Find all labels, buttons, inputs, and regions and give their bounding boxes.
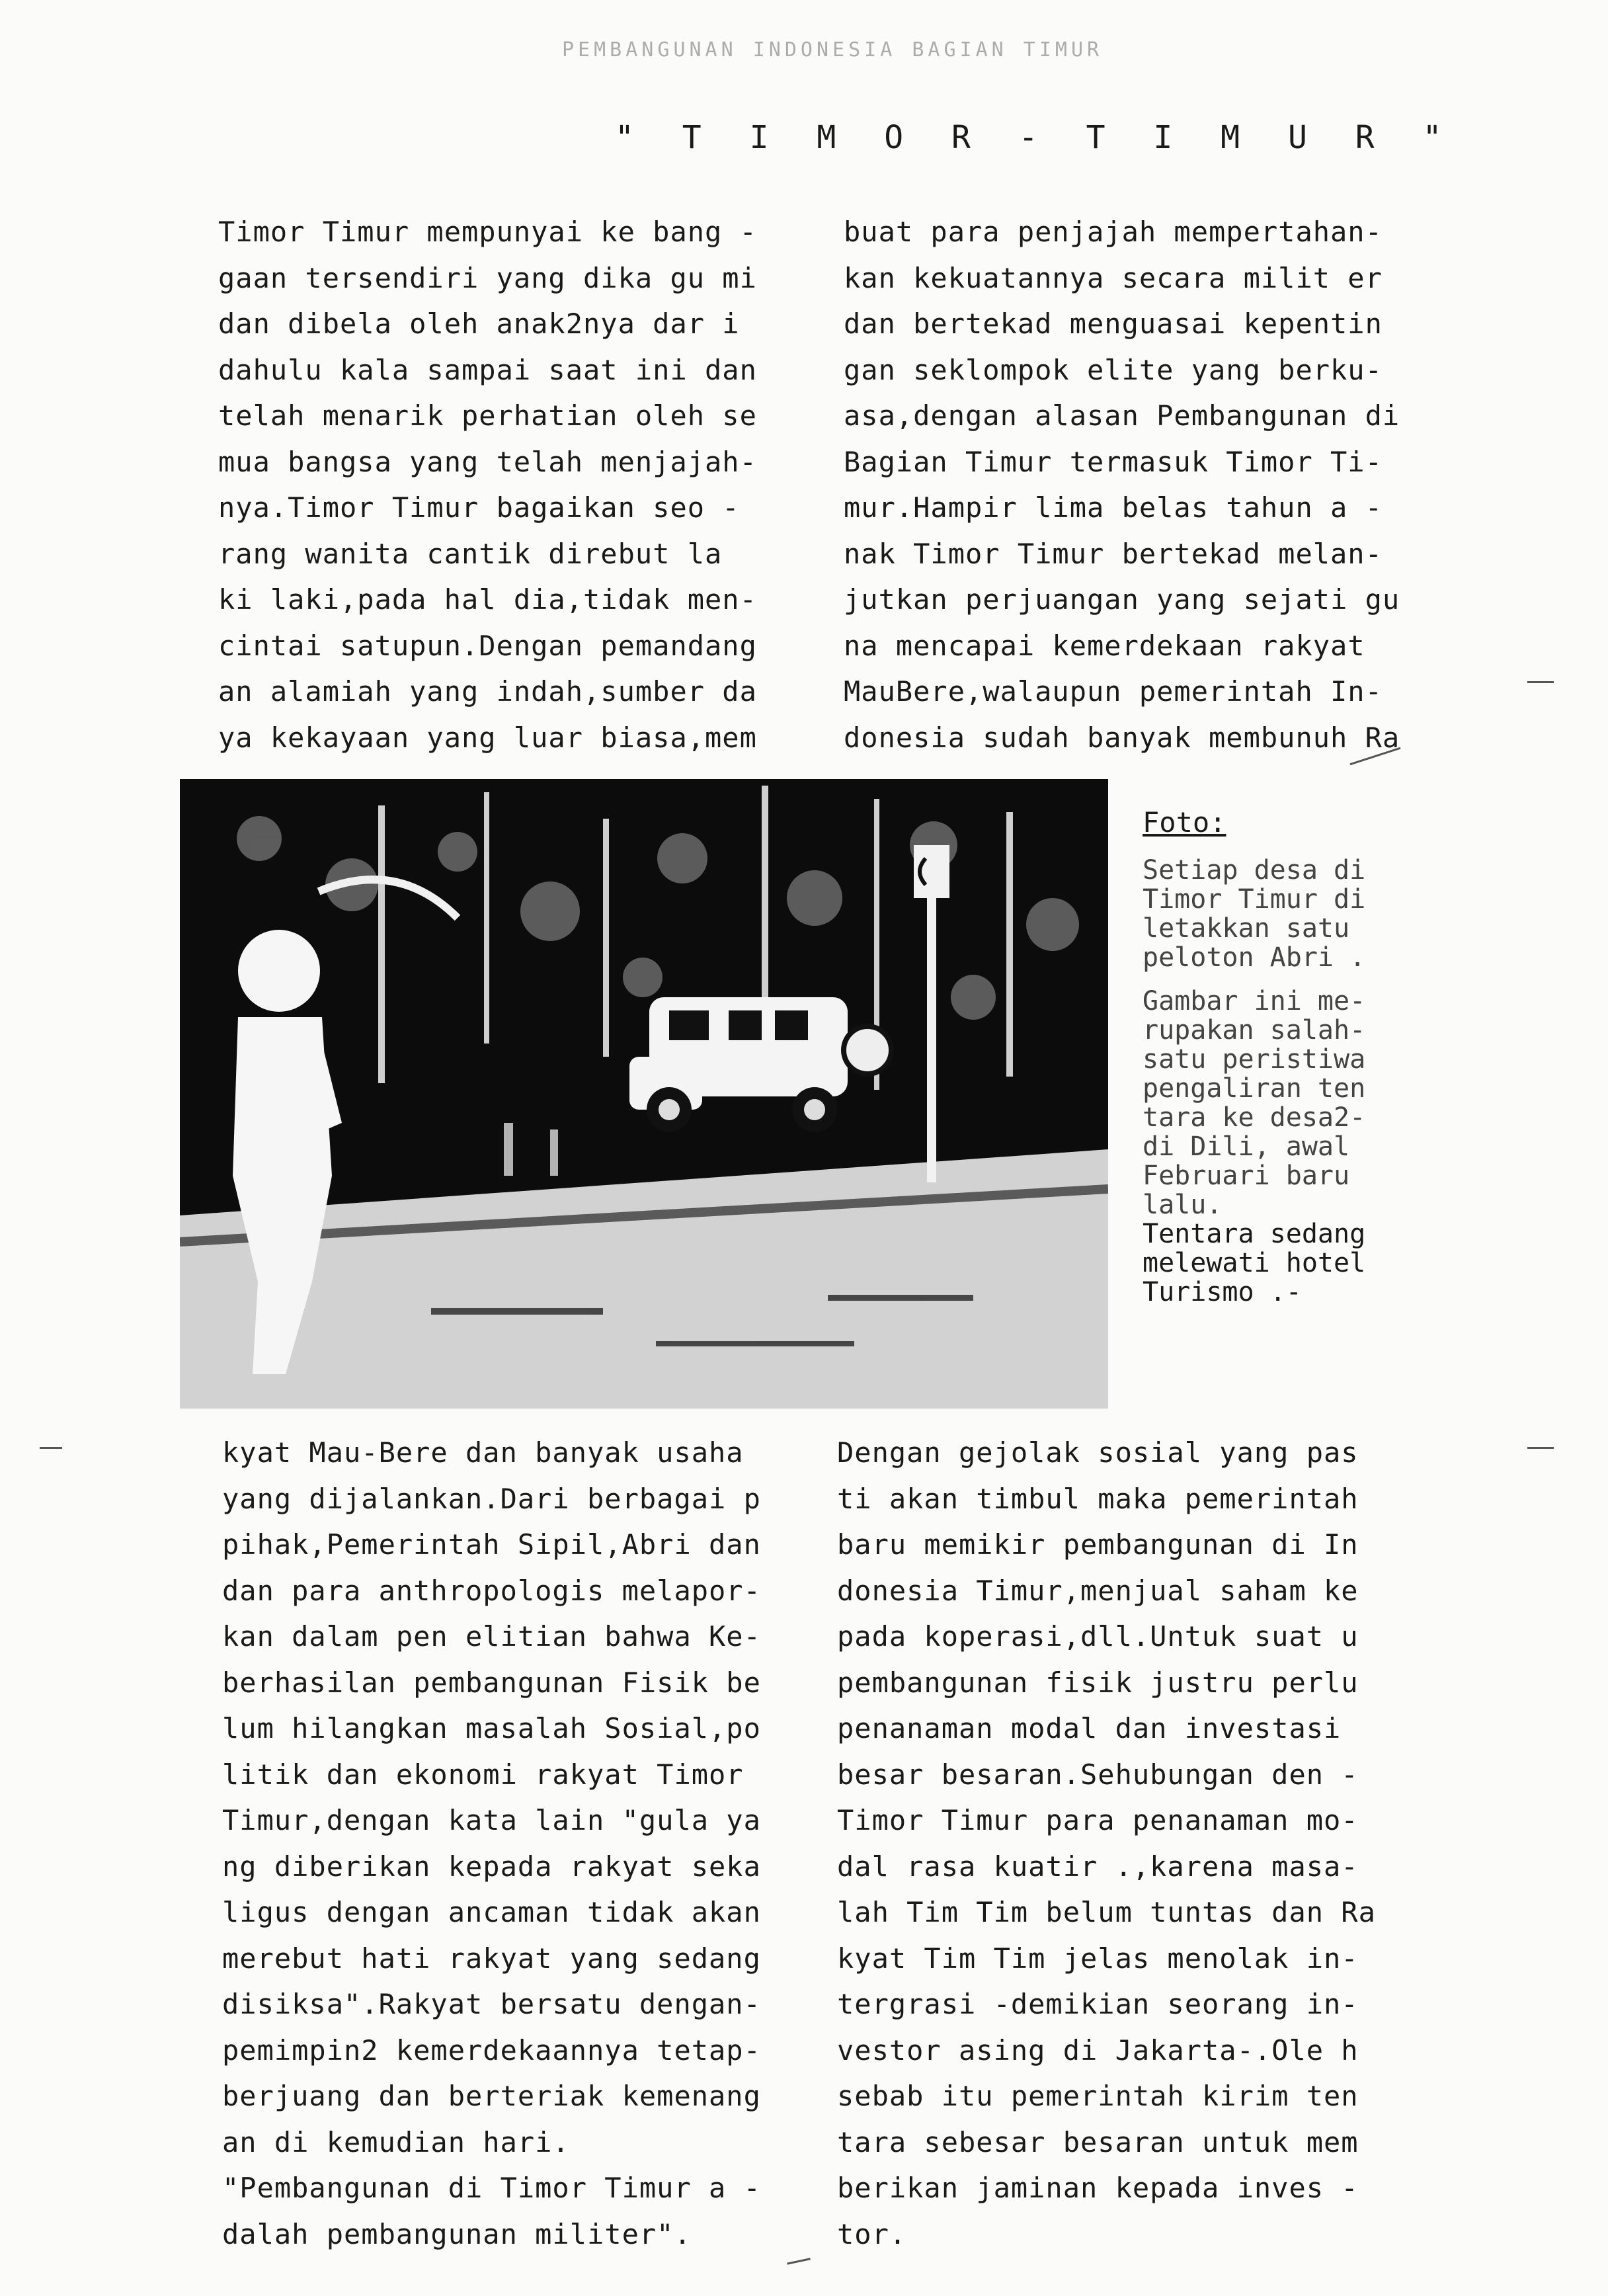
text-line: buat para penjajah mempertahan- (844, 216, 1383, 248)
text-line: donesia sudah banyak membunuh Ra (844, 721, 1400, 754)
text-line: berjuang dan berteriak kemenang (222, 2080, 761, 2112)
margin-tick (1527, 1447, 1554, 1449)
caption-line: tara ke desa2- (1143, 1102, 1366, 1133)
column-top-right (844, 209, 1439, 760)
caption-line: melewati hotel (1143, 1248, 1366, 1278)
text-line: lum hilangkan masalah Sosial,po (222, 1712, 761, 1744)
text-line: ligus dengan ancaman tidak akan (222, 1896, 761, 1928)
caption-line: letakkan satu (1143, 913, 1350, 944)
text-line: gaan tersendiri yang dika gu mi (218, 261, 757, 294)
text-line: ya kekayaan yang luar biasa,mem (218, 721, 757, 754)
text-line: tergrasi -demikian seorang in- (837, 1988, 1359, 2020)
caption-line: peloton Abri . (1143, 942, 1366, 973)
text-line: kan dalam pen elitian bahwa Ke- (222, 1620, 761, 1653)
margin-tick (1527, 681, 1554, 683)
text-line: sebab itu pemerintah kirim ten (837, 2080, 1359, 2112)
running-header: PEMBANGUNAN INDONESIA BAGIAN TIMUR (562, 38, 1104, 61)
text-line: pihak,Pemerintah Sipil,Abri dan (222, 1528, 761, 1561)
text-line: tor. (837, 2217, 907, 2250)
text-line: yang dijalankan.Dari berbagai p (222, 1482, 761, 1515)
caption-line: Setiap desa di (1143, 855, 1366, 885)
caption-line: Tentara sedang (1143, 1219, 1366, 1249)
text-line: Timor Timur mempunyai ke bang - (218, 216, 757, 248)
text-line: ng diberikan kepada rakyat seka (222, 1850, 761, 1883)
text-line: kyat Mau-Bere dan banyak usaha (222, 1436, 744, 1469)
text-line: an di kemudian hari. (222, 2125, 570, 2158)
text-line: Timor Timur para penanaman mo- (837, 1804, 1359, 1836)
text-line: asa,dengan alasan Pembangunan di (844, 399, 1400, 432)
caption-line: lalu. (1143, 1190, 1223, 1220)
caption-paragraph-3 (1143, 1219, 1433, 1307)
text-line: pada koperasi,dll.Untuk suat u (837, 1620, 1359, 1653)
caption-line: rupakan salah- (1143, 1015, 1366, 1046)
caption-line: di Dili, awal (1143, 1131, 1350, 1162)
margin-tick (40, 1447, 62, 1449)
text-line: dalah pembangunan militer". (222, 2217, 692, 2250)
text-line: dahulu kala sampai saat ini dan (218, 353, 757, 386)
caption-line: Timor Timur di (1143, 884, 1366, 915)
caption-heading: Foto: (1143, 806, 1226, 839)
caption-line: pengaliran ten (1143, 1073, 1366, 1104)
column-bottom-right (837, 1430, 1432, 2257)
caption-paragraph-1 (1143, 856, 1433, 972)
text-line: telah menarik perhatian oleh se (218, 399, 757, 432)
text-line: merebut hati rakyat yang sedang (222, 1942, 761, 1975)
text-line: gan seklompok elite yang berku- (844, 353, 1383, 386)
caption-line: Gambar ini me- (1143, 986, 1366, 1016)
text-line: ki laki,pada hal dia,tidak men- (218, 583, 757, 616)
text-line: besar besaran.Sehubungan den - (837, 1758, 1359, 1791)
text-line: jutkan perjuangan yang sejati gu (844, 583, 1400, 616)
text-line: ti akan timbul maka pemerintah (837, 1482, 1359, 1515)
text-line: rang wanita cantik direbut la (218, 537, 723, 570)
text-line: MauBere,walaupun pemerintah In- (844, 675, 1383, 708)
text-line: disiksa".Rakyat bersatu dengan- (222, 1988, 761, 2020)
text-line: na mencapai kemerdekaan rakyat (844, 629, 1365, 662)
text-line: dan para anthropologis melapor- (222, 1574, 761, 1607)
text-line: kan kekuatannya secara milit er (844, 261, 1383, 294)
text-line: tara sebesar besaran untuk mem (837, 2125, 1359, 2158)
text-line: vestor asing di Jakarta-.Ole h (837, 2033, 1359, 2067)
text-line: nak Timor Timur bertekad melan- (844, 537, 1383, 570)
caption-line: Turismo .- (1143, 1277, 1302, 1307)
text-line: donesia Timur,menjual saham ke (837, 1574, 1359, 1607)
text-line: baru memikir pembangunan di In (837, 1528, 1359, 1561)
column-top-left (218, 209, 813, 760)
text-line: dal rasa kuatir .,karena masa- (837, 1850, 1359, 1883)
text-line: dan bertekad menguasai kepentin (844, 308, 1383, 340)
pen-stroke-mark (787, 2258, 811, 2264)
text-line: mur.Hampir lima belas tahun a - (844, 491, 1383, 524)
caption-line: satu peristiwa (1143, 1044, 1366, 1075)
photo-caption (1143, 808, 1433, 1307)
text-line: "Pembangunan di Timor Timur a - (222, 2172, 761, 2204)
text-line: Bagian Timur termasuk Timor Ti- (844, 445, 1383, 478)
text-line: an alamiah yang indah,sumber da (218, 675, 757, 708)
text-line: kyat Tim Tim jelas menolak in- (837, 1942, 1359, 1975)
text-line: berhasilan pembangunan Fisik be (222, 1666, 761, 1699)
column-bottom-left (222, 1430, 817, 2257)
text-line: lah Tim Tim belum tuntas dan Ra (837, 1896, 1376, 1928)
text-line: Dengan gejolak sosial yang pas (837, 1436, 1359, 1469)
text-line: mua bangsa yang telah menjajah- (218, 445, 757, 478)
text-line: penanaman modal dan investasi (837, 1712, 1342, 1744)
text-line: dan dibela oleh anak2nya dar i (218, 308, 740, 340)
text-line: litik dan ekonomi rakyat Timor (222, 1758, 744, 1791)
text-line: cintai satupun.Dengan pemandang (218, 629, 757, 662)
caption-paragraph-2 (1143, 987, 1433, 1219)
text-line: pembangunan fisik justru perlu (837, 1666, 1359, 1699)
photo-soldiers-street (180, 779, 1108, 1409)
text-line: nya.Timor Timur bagaikan seo - (218, 491, 740, 524)
caption-line: Februari baru (1143, 1161, 1350, 1191)
text-line: pemimpin2 kemerdekaannya tetap- (222, 2033, 761, 2067)
article-title: " T I M O R - T I M U R " (615, 119, 1457, 156)
text-line: berikan jaminan kepada inves - (837, 2172, 1359, 2204)
text-line: Timur,dengan kata lain "gula ya (222, 1804, 761, 1836)
